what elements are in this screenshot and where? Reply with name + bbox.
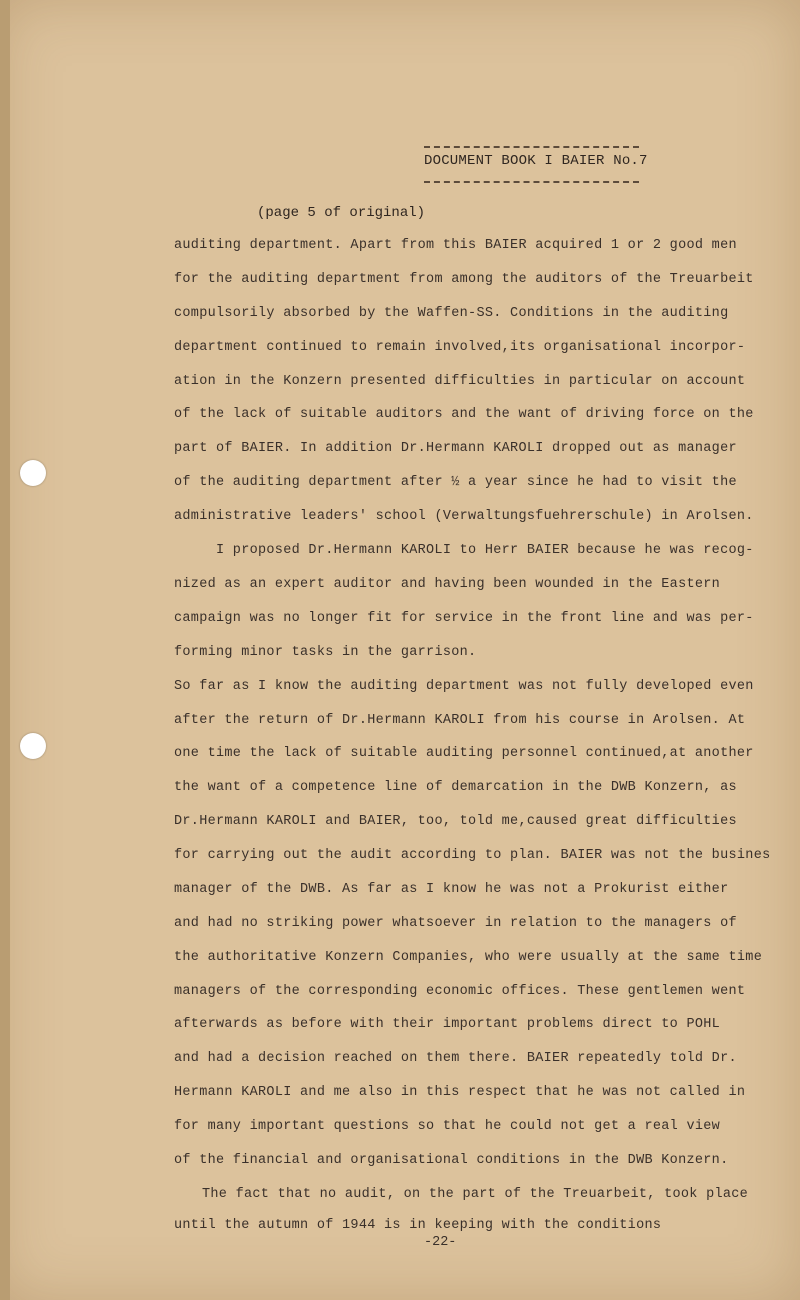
text-line: nized as an expert auditor and having been wounded in the Eastern [174,577,721,592]
document-header: DOCUMENT BOOK I BAIER No.7 [424,153,648,169]
text-line: I proposed Dr.Hermann KAROLI to Herr BAIER because he was recog- [216,543,754,558]
text-line: compulsorily absorbed by the Waffen-SS. Conditions in the auditing [174,306,729,321]
text-line: for many important questions so that he could not get a real view [174,1119,721,1134]
text-line: of the lack of suitable auditors and the want of driving force on the [174,407,754,422]
text-line: forming minor tasks in the garrison. [174,645,477,660]
text-line: after the return of Dr.Hermann KAROLI from his course in Arolsen. At [174,713,746,728]
punch-hole [20,733,46,759]
text-line: manager of the DWB. As far as I know he was not a Prokurist either [174,882,729,897]
text-line: for the auditing department from among the auditors of the Treuarbeit [174,272,754,287]
text-line: and had a decision reached on them there. BAIER repeatedly told Dr. [174,1051,737,1066]
text-line: until the autumn of 1944 is in keeping with the conditions [174,1218,662,1233]
text-line: one time the lack of suitable auditing personnel continued,at another [174,746,754,761]
page-reference: (page 5 of original) [257,205,426,221]
text-line: of the financial and organisational conditions in the DWB Konzern. [174,1153,729,1168]
page-number: -22- [424,1235,457,1250]
text-line: administrative leaders' school (Verwaltungsfuehrerschule) in Arolsen. [174,509,754,524]
text-line: Hermann KAROLI and me also in this respect that he was not called in [174,1085,746,1100]
text-line: part of BAIER. In addition Dr.Hermann KAROLI dropped out as manager [174,441,737,456]
text-line: auditing department. Apart from this BAIER acquired 1 or 2 good men [174,238,737,253]
text-line: the authoritative Konzern Companies, who were usually at the same time [174,950,763,965]
text-line: The fact that no audit, on the part of the Treuarbeit, took place [202,1187,749,1202]
text-line: for carrying out the audit according to plan. BAIER was not the busines [174,848,771,863]
text-line: managers of the corresponding economic offices. These gentlemen went [174,984,746,999]
punch-hole [20,460,46,486]
text-line: afterwards as before with their important problems direct to POHL [174,1017,721,1032]
header-rule-bottom [424,181,639,183]
text-line: department continued to remain involved,its organisational incorpor- [174,340,746,355]
text-line: and had no striking power whatsoever in relation to the managers of [174,916,737,931]
text-line: campaign was no longer fit for service in the front line and was per- [174,611,754,626]
text-line: of the auditing department after ½ a year since he had to visit the [174,475,737,490]
page-left-edge [0,0,10,1300]
header-rule-top [424,146,639,148]
text-line: the want of a competence line of demarcation in the DWB Konzern, as [174,780,737,795]
text-line: So far as I know the auditing department was not fully developed even [174,679,754,694]
text-line: ation in the Konzern presented difficulties in particular on account [174,374,746,389]
text-line: Dr.Hermann KAROLI and BAIER, too, told me,caused great difficulties [174,814,737,829]
